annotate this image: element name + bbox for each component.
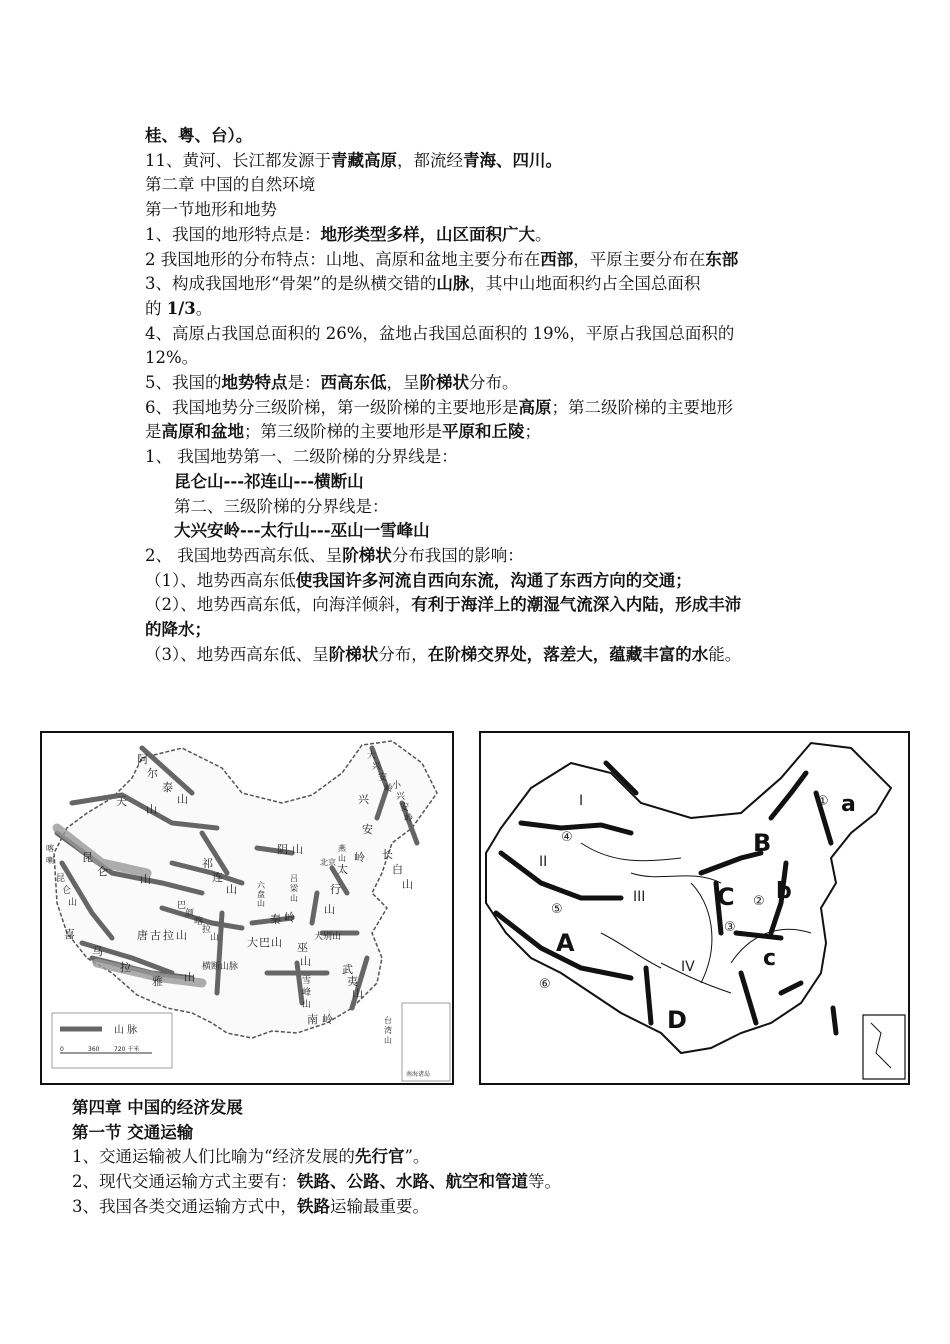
- svg-text:武: 武: [342, 963, 353, 976]
- quiz-map-svg: [481, 733, 908, 1083]
- svg-text:巫: 巫: [297, 941, 308, 954]
- svg-text:行: 行: [330, 883, 341, 896]
- svg-text:IV: IV: [681, 959, 695, 975]
- text-line: [72, 1096, 243, 1120]
- text-line: [145, 173, 315, 197]
- text-line: [72, 1170, 561, 1194]
- text-line: [174, 495, 389, 519]
- bold-text: 阶梯状: [342, 545, 392, 565]
- svg-text:360: 360: [88, 1046, 100, 1053]
- text: 分布我国的影响：: [391, 545, 524, 565]
- text: 1、 我国地势第一、二级阶梯的分界线是：: [145, 447, 458, 467]
- svg-text:安: 安: [362, 823, 373, 836]
- text-line: [145, 272, 700, 296]
- svg-text:山: 山: [177, 793, 188, 806]
- svg-text:②: ②: [753, 894, 765, 909]
- bold-text: 1/3: [166, 298, 196, 318]
- svg-text:兴: 兴: [372, 762, 382, 772]
- svg-text:720 千米: 720 千米: [114, 1046, 140, 1053]
- text-line: [145, 346, 198, 370]
- svg-text:大: 大: [367, 751, 377, 761]
- svg-text:岭: 岭: [284, 911, 295, 924]
- svg-text:安: 安: [378, 773, 388, 783]
- svg-text:山: 山: [402, 878, 413, 891]
- svg-text:连: 连: [212, 871, 223, 884]
- svg-text:马: 马: [92, 945, 103, 958]
- text: ”。: [404, 1147, 430, 1167]
- bold-text: 第四章 中国的经济发展: [72, 1098, 243, 1117]
- svg-text:仑: 仑: [62, 886, 72, 896]
- svg-text:吕: 吕: [290, 874, 298, 883]
- text: 3、我国各类交通运输方式中，: [72, 1196, 297, 1216]
- svg-text:喀: 喀: [46, 844, 54, 853]
- svg-text:横断山脉: 横断山脉: [202, 962, 239, 972]
- bold-text: 在阶梯交界处，落差大，蕴藏丰富的水: [427, 644, 709, 664]
- text-line: [145, 420, 541, 444]
- svg-text:山: 山: [302, 1000, 312, 1010]
- svg-text:③: ③: [724, 920, 736, 935]
- text: ，呈: [386, 373, 420, 392]
- svg-text:白: 白: [392, 863, 403, 876]
- svg-text:山: 山: [300, 955, 311, 968]
- mountains-map-svg: [42, 733, 452, 1083]
- text: 是: [145, 422, 162, 442]
- text-line: [72, 1145, 429, 1169]
- text: 分布，: [378, 644, 428, 664]
- text-line: [174, 470, 364, 494]
- text: 1、我国的地形特点是：: [145, 224, 321, 244]
- svg-text:梁: 梁: [290, 884, 298, 893]
- svg-text:巴: 巴: [177, 901, 187, 911]
- text: 第二、三级阶梯的分界线是：: [174, 496, 389, 516]
- text: ；第二级阶梯的主要地形: [551, 397, 733, 417]
- svg-text:II: II: [539, 854, 548, 870]
- svg-text:六: 六: [257, 881, 265, 890]
- svg-text:小: 小: [392, 781, 402, 791]
- svg-text:太: 太: [337, 863, 348, 876]
- bold-text: 铁路: [297, 1196, 330, 1216]
- text-line: [145, 593, 741, 617]
- svg-text:兴: 兴: [358, 793, 369, 806]
- text: 6、我国地势分三级阶梯，第一级阶梯的主要地形是: [145, 397, 519, 417]
- text: 的: [145, 298, 167, 318]
- text-line: [145, 396, 733, 420]
- svg-text:昆: 昆: [82, 851, 93, 864]
- text: 能。: [708, 644, 742, 664]
- svg-text:B: B: [753, 829, 772, 857]
- text: ，其中山地面积约占全国总面积: [469, 274, 701, 294]
- text: 第二章 中国的自然环境: [145, 175, 316, 195]
- text-line: [145, 544, 524, 568]
- svg-text:古: 古: [150, 929, 161, 942]
- text: ，都流经: [397, 150, 463, 170]
- svg-text:昆: 昆: [56, 874, 66, 884]
- bold-text: 阶梯状: [419, 373, 469, 392]
- svg-text:巴: 巴: [259, 936, 270, 949]
- svg-text:岭: 岭: [322, 1013, 333, 1026]
- bold-text: 地形类型多样，山区面积广大: [320, 224, 535, 244]
- svg-text:山: 山: [68, 898, 78, 908]
- bold-text: 大兴安岭---太行山---巫山一雪峰山: [174, 521, 430, 541]
- text: （1）、地势西高东低: [145, 570, 296, 590]
- svg-text:喜: 喜: [64, 928, 75, 941]
- text-line: [174, 519, 430, 543]
- text: 2、现代交通运输方式主要有：: [72, 1172, 297, 1192]
- map-legend: [52, 1013, 172, 1068]
- svg-text:仑: 仑: [97, 865, 108, 878]
- svg-text:④: ④: [561, 830, 573, 845]
- svg-text:雪: 雪: [302, 976, 312, 986]
- svg-text:燕: 燕: [338, 844, 346, 853]
- svg-text:山: 山: [384, 1036, 392, 1045]
- svg-text:III: III: [633, 889, 646, 905]
- svg-text:喇: 喇: [46, 856, 54, 865]
- svg-text:北京: 北京: [320, 858, 336, 867]
- svg-text:⑤: ⑤: [551, 902, 563, 917]
- text-line: [72, 1195, 429, 1219]
- svg-text:山: 山: [140, 873, 151, 886]
- text-line: [145, 618, 211, 642]
- bold-text: 山脉: [436, 274, 470, 294]
- bold-text: 昆仑山---祁连山---横断山: [174, 471, 364, 491]
- bold-text: 桂、粤、台）。: [145, 126, 253, 145]
- svg-text:a: a: [841, 792, 856, 817]
- text: 5、我国的: [145, 373, 222, 392]
- text-line: [145, 569, 692, 593]
- bold-text: 使我国许多河流自西向东流，沟通了东西方向的交通；: [295, 570, 692, 590]
- svg-text:大别山: 大别山: [314, 932, 342, 942]
- svg-text:D: D: [667, 1006, 687, 1034]
- bold-text: 先行官: [354, 1147, 405, 1167]
- text: 11、黄河、长江都发源于: [145, 150, 331, 170]
- text: （2）、地势西高东低，向海洋倾斜，: [145, 595, 412, 615]
- svg-text:湾: 湾: [384, 1026, 392, 1035]
- svg-text:b: b: [776, 879, 792, 904]
- svg-text:山: 山: [271, 936, 282, 949]
- svg-text:岭: 岭: [354, 851, 365, 864]
- svg-text:山: 山: [338, 854, 346, 863]
- text: ；: [524, 422, 541, 442]
- svg-text:长: 长: [382, 848, 393, 861]
- text-line: [145, 297, 212, 321]
- svg-text:山: 山: [146, 803, 157, 816]
- text: 1、交通运输被人们比喻为“经济发展的: [72, 1147, 355, 1167]
- text-line: [145, 124, 252, 148]
- svg-text:山: 山: [292, 843, 303, 856]
- text-line: [145, 198, 277, 222]
- svg-text:阴: 阴: [277, 843, 288, 856]
- svg-text:C: C: [717, 883, 735, 911]
- text: ；第三级阶梯的主要地形是: [244, 422, 442, 442]
- svg-text:山: 山: [184, 971, 195, 984]
- text: 。: [195, 298, 213, 318]
- svg-text:唐: 唐: [137, 929, 148, 942]
- bold-text: 西高东低: [320, 373, 387, 392]
- svg-text:安: 安: [400, 803, 410, 813]
- bold-text: 地势特点: [221, 373, 288, 392]
- svg-text:尔: 尔: [147, 767, 158, 780]
- svg-text:南: 南: [307, 1013, 318, 1026]
- svg-text:山: 山: [324, 903, 335, 916]
- text: （3）、地势西高东低、呈: [145, 644, 329, 664]
- svg-text:山: 山: [352, 987, 363, 1000]
- bold-text: 有利于海洋上的潮湿气流深入内陆，形成丰沛: [411, 595, 742, 615]
- svg-text:0: 0: [60, 1046, 64, 1053]
- svg-text:阿: 阿: [137, 753, 148, 766]
- svg-text:拉: 拉: [163, 929, 174, 942]
- svg-text:山: 山: [257, 899, 265, 908]
- bold-text: 高原和盆地: [161, 422, 244, 442]
- text-line: [145, 149, 562, 173]
- china-mountains-quiz-map: [479, 731, 910, 1085]
- svg-text:拉: 拉: [120, 961, 131, 974]
- svg-text:c: c: [763, 946, 777, 971]
- text: 12%。: [145, 348, 199, 368]
- south-china-sea-inset: [402, 1003, 450, 1081]
- bold-text: 西部: [540, 249, 574, 269]
- svg-text:颜: 颜: [185, 909, 195, 919]
- text: 分布。: [469, 373, 519, 392]
- svg-text:南海诸岛: 南海诸岛: [406, 1071, 431, 1078]
- text-line: [145, 445, 458, 469]
- bold-text: 的降水；: [145, 620, 211, 639]
- svg-text:大: 大: [247, 936, 258, 949]
- china-mountains-map: [40, 731, 454, 1085]
- svg-text:山 脉: 山 脉: [114, 1025, 138, 1036]
- svg-text:天: 天: [116, 795, 127, 808]
- svg-text:峰: 峰: [302, 988, 312, 998]
- text: 2 我国地形的分布特点：山地、高原和盆地主要分布在: [145, 249, 541, 269]
- text: 第一节地形和地势: [145, 200, 277, 220]
- svg-text:台: 台: [384, 1016, 392, 1025]
- svg-text:盘: 盘: [257, 890, 265, 899]
- svg-text:夷: 夷: [347, 975, 358, 988]
- bold-text: 第一节 交通运输: [72, 1122, 194, 1142]
- svg-text:山: 山: [290, 894, 298, 903]
- svg-text:⑥: ⑥: [539, 977, 551, 992]
- text: 运输最重要。: [330, 1196, 429, 1216]
- text: 。: [535, 224, 552, 244]
- svg-text:岭: 岭: [384, 784, 394, 794]
- text: 是：: [287, 373, 321, 392]
- svg-text:山: 山: [176, 929, 187, 942]
- svg-text:雅: 雅: [152, 975, 163, 988]
- text: 等。: [528, 1172, 561, 1192]
- svg-text:①: ①: [817, 794, 829, 809]
- svg-text:喀: 喀: [194, 917, 204, 927]
- svg-text:兴: 兴: [396, 792, 406, 802]
- svg-text:拉: 拉: [202, 925, 212, 935]
- svg-text:秦: 秦: [270, 913, 281, 926]
- text-line: [145, 223, 552, 247]
- bold-text: 东部: [705, 249, 739, 269]
- bold-text: 青藏高原: [331, 150, 397, 170]
- bold-text: 青海、四川。: [463, 150, 562, 170]
- text-line: [145, 371, 519, 395]
- text-line: [72, 1121, 193, 1145]
- svg-text:I: I: [579, 793, 584, 809]
- text-line: [145, 322, 734, 346]
- text: 4、高原占我国总面积的 26%，盆地占我国总面积的 19%，平原占我国总面积的: [145, 323, 735, 343]
- text: ，平原主要分布在: [573, 249, 706, 269]
- svg-text:山: 山: [226, 883, 237, 896]
- text-line: [145, 248, 738, 272]
- text-line: [145, 643, 741, 667]
- text: 2、 我国地势西高东低、呈: [145, 545, 343, 565]
- svg-text:泰: 泰: [162, 781, 173, 794]
- bold-text: 阶梯状: [328, 644, 379, 664]
- svg-text:A: A: [556, 929, 575, 957]
- svg-text:岭: 岭: [404, 814, 414, 824]
- bold-text: 平原和丘陵: [442, 422, 525, 442]
- bold-text: 高原: [518, 397, 552, 417]
- svg-text:山: 山: [210, 933, 220, 943]
- text: 3、构成我国地形“骨架”的是纵横交错的: [145, 274, 437, 294]
- bold-text: 铁路、公路、水路、航空和管道: [297, 1172, 528, 1192]
- svg-text:祁: 祁: [202, 857, 213, 870]
